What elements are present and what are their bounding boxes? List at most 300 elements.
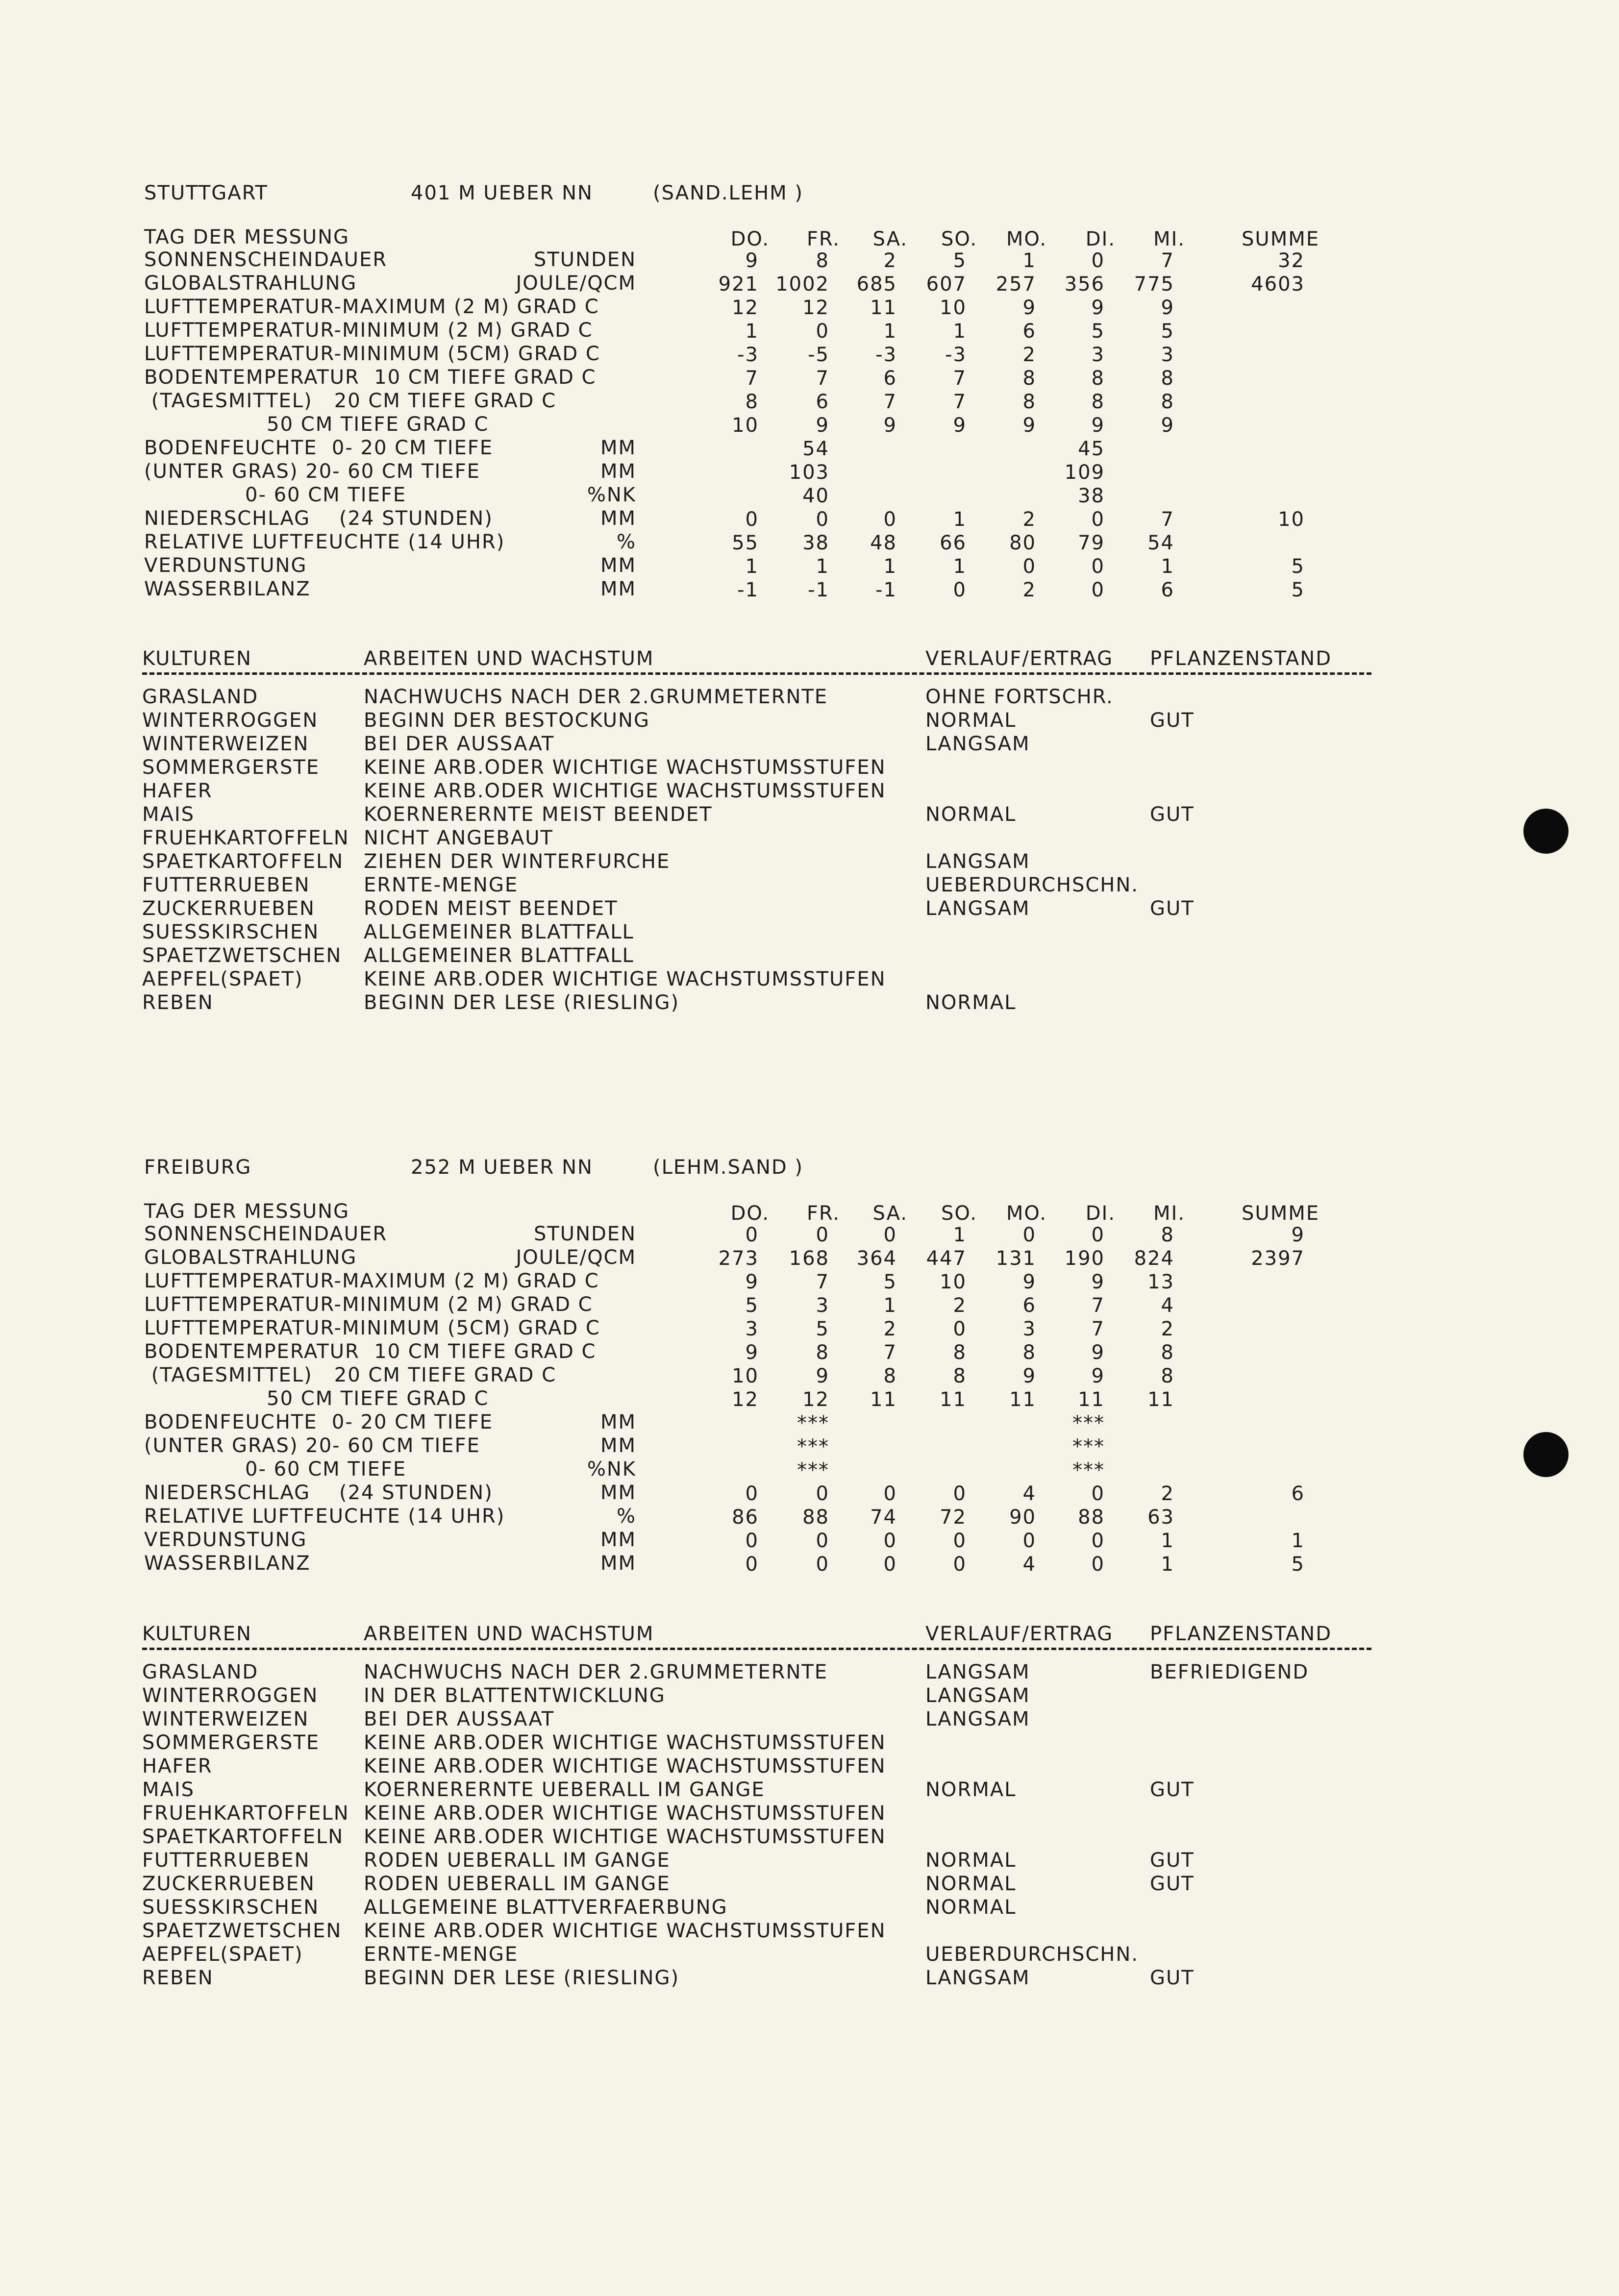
row-label: LUFTTEMPERATUR-MINIMUM (5CM) GRAD C	[144, 1317, 600, 1339]
day-header-6: MI.	[1153, 228, 1185, 250]
day-header-5: DI.	[1085, 228, 1116, 250]
row-label: (UNTER GRAS) 20- 60 CM TIEFE	[144, 460, 480, 483]
crop-name: HAFER	[142, 780, 213, 802]
row-unit: STUNDEN	[533, 248, 636, 271]
crop-activity: BEGINN DER LESE (RIESLING)	[364, 991, 680, 1014]
crop-progress: OHNE FORTSCHR.	[925, 686, 1114, 708]
crop-name: GRASLAND	[142, 1661, 259, 1683]
crop-name: AEPFEL(SPAET)	[142, 968, 303, 990]
row-value: 3	[816, 1294, 829, 1317]
row-value: 72	[940, 1506, 967, 1529]
crop-name: SOMMERGERSTE	[142, 756, 320, 779]
row-sum: 5	[1291, 1553, 1305, 1576]
crop-progress: LANGSAM	[925, 850, 1030, 873]
crop-activity: IN DER BLATTENTWICKLUNG	[364, 1684, 666, 1707]
row-value: 1	[883, 320, 897, 343]
row-value: 79	[1078, 532, 1105, 554]
row-value: 2	[883, 249, 897, 272]
row-value: 11	[870, 1388, 897, 1411]
crop-activity: KOERNERERNTE UEBERALL IM GANGE	[364, 1778, 765, 1801]
crop-name: MAIS	[142, 1778, 195, 1801]
crop-status: BEFRIEDIGEND	[1150, 1661, 1309, 1683]
row-label: 50 CM TIEFE GRAD C	[144, 413, 489, 436]
row-value: 55	[732, 532, 759, 554]
day-header-label: TAG DER MESSUNG	[144, 226, 350, 248]
row-value: 190	[1064, 1247, 1105, 1270]
row-value: 7	[745, 367, 759, 390]
crop-name: SPAETKARTOFFELN	[142, 1826, 344, 1848]
row-value: 12	[802, 1388, 829, 1411]
row-value: 0	[953, 1530, 967, 1552]
row-value: 9	[1091, 1365, 1105, 1387]
row-value: 0	[745, 1482, 759, 1505]
row-value: 5	[883, 1271, 897, 1293]
row-value: 0	[953, 1318, 967, 1340]
row-value: 0	[816, 1224, 829, 1246]
row-value: 5	[953, 249, 967, 272]
row-value: 90	[1009, 1506, 1036, 1529]
crop-name: AEPFEL(SPAET)	[142, 1943, 303, 1966]
row-value: 447	[926, 1247, 967, 1270]
row-value: 8	[745, 391, 759, 413]
row-unit: STUNDEN	[533, 1223, 636, 1245]
row-value: 5	[816, 1318, 829, 1340]
row-value: 5	[1161, 320, 1174, 343]
crop-name: SOMMERGERSTE	[142, 1731, 320, 1754]
row-value: 9	[745, 249, 759, 272]
crops-divider	[142, 1648, 1371, 1650]
crop-name: FRUEHKARTOFFELN	[142, 827, 349, 849]
sum-header: SUMME	[1242, 1202, 1320, 1225]
row-label: SONNENSCHEINDAUER	[144, 248, 388, 271]
row-label: GLOBALSTRAHLUNG	[144, 1246, 357, 1269]
row-label: NIEDERSCHLAG (24 STUNDEN)	[144, 507, 493, 530]
row-value: 0	[816, 1530, 829, 1552]
crop-status: GUT	[1150, 1873, 1195, 1895]
crop-activity: ERNTE-MENGE	[364, 1943, 519, 1966]
row-value: 8	[1091, 367, 1105, 390]
crop-activity: RODEN UEBERALL IM GANGE	[364, 1849, 671, 1872]
row-label: RELATIVE LUFTFEUCHTE (14 UHR)	[144, 1505, 505, 1528]
row-value: 0	[883, 1482, 897, 1505]
row-value: 168	[789, 1247, 829, 1270]
row-value: 9	[745, 1341, 759, 1364]
row-value: 0	[745, 1553, 759, 1576]
row-value: 1	[953, 555, 967, 578]
row-value: 9	[1091, 1271, 1105, 1293]
row-value: 9	[883, 414, 897, 437]
row-value: 0	[1091, 555, 1105, 578]
crop-name: SUESSKIRSCHEN	[142, 921, 320, 943]
row-value: 7	[883, 1341, 897, 1364]
row-value: -1	[808, 579, 829, 601]
row-value: 40	[802, 485, 829, 507]
crop-progress: UEBERDURCHSCHN.	[925, 1943, 1139, 1966]
row-value: 8	[816, 249, 829, 272]
row-value: -1	[875, 579, 897, 601]
row-value: 8	[1091, 391, 1105, 413]
crop-activity: BEGINN DER BESTOCKUNG	[364, 709, 650, 732]
crop-activity: KEINE ARB.ODER WICHTIGE WACHSTUMSSTUFEN	[364, 1755, 886, 1778]
crop-progress: LANGSAM	[925, 1661, 1030, 1683]
row-value: 6	[1022, 1294, 1036, 1317]
crop-name: WINTERWEIZEN	[142, 733, 309, 755]
crop-activity: KEINE ARB.ODER WICHTIGE WACHSTUMSSTUFEN	[364, 1802, 886, 1825]
crop-progress: LANGSAM	[925, 733, 1030, 755]
crop-activity: NICHT ANGEBAUT	[364, 827, 553, 849]
crop-name: FUTTERRUEBEN	[142, 1849, 310, 1872]
crop-progress: NORMAL	[925, 803, 1017, 826]
row-value: -5	[808, 344, 829, 366]
row-value: 1	[745, 555, 759, 578]
row-value: 1	[1161, 1553, 1174, 1576]
row-unit: %	[616, 1505, 636, 1528]
row-sum: 1	[1291, 1530, 1305, 1552]
crop-status: GUT	[1150, 709, 1195, 732]
row-value: 12	[732, 1388, 759, 1411]
row-sum: 2397	[1251, 1247, 1305, 1270]
row-unit: JOULE/QCM	[516, 272, 636, 295]
row-value: 7	[816, 1271, 829, 1293]
row-unit: %	[616, 531, 636, 553]
station-altitude: 401 M UEBER NN	[411, 182, 593, 204]
row-value: 11	[1078, 1388, 1105, 1411]
row-value: 6	[1022, 320, 1036, 343]
row-value: 1	[816, 555, 829, 578]
row-value: 8	[1022, 1341, 1036, 1364]
row-value: ***	[797, 1459, 829, 1481]
row-value: 0	[745, 1224, 759, 1246]
row-label: LUFTTEMPERATUR-MINIMUM (2 M) GRAD C	[144, 319, 593, 342]
row-value: 257	[996, 273, 1036, 296]
row-value: ***	[797, 1435, 829, 1458]
row-value: 10	[732, 1365, 759, 1387]
row-sum: 5	[1291, 579, 1305, 601]
row-value: 4	[1161, 1294, 1174, 1317]
row-value: 0	[883, 1553, 897, 1576]
row-value: 0	[1091, 579, 1105, 601]
row-value: 1	[745, 320, 759, 343]
crop-activity: BEI DER AUSSAAT	[364, 1708, 555, 1730]
row-value: 0	[883, 1224, 897, 1246]
row-value: 12	[802, 296, 829, 319]
row-value: -3	[945, 344, 967, 366]
row-label: (TAGESMITTEL) 20 CM TIEFE GRAD C	[144, 390, 556, 412]
day-header-3: SO.	[941, 1202, 977, 1225]
row-value: 109	[1064, 461, 1105, 484]
day-header-1: FR.	[806, 228, 840, 250]
crops-header-arbeiten: ARBEITEN UND WACHSTUM	[364, 1623, 654, 1645]
row-value: 1	[953, 508, 967, 531]
row-value: 7	[953, 391, 967, 413]
day-header-5: DI.	[1085, 1202, 1116, 1225]
day-header-label: TAG DER MESSUNG	[144, 1200, 350, 1223]
crop-progress: NORMAL	[925, 709, 1017, 732]
crop-progress: LANGSAM	[925, 1708, 1030, 1730]
crop-progress: NORMAL	[925, 1849, 1017, 1872]
row-value: 9	[1161, 296, 1174, 319]
row-value: 824	[1134, 1247, 1174, 1270]
row-label: VERDUNSTUNG	[144, 1529, 307, 1551]
row-value: -3	[737, 344, 759, 366]
crop-name: FRUEHKARTOFFELN	[142, 1802, 349, 1825]
crop-name: WINTERROGGEN	[142, 709, 319, 732]
crop-progress: NORMAL	[925, 1778, 1017, 1801]
row-unit: MM	[600, 507, 636, 530]
day-header-1: FR.	[806, 1202, 840, 1225]
row-value: 7	[1161, 249, 1174, 272]
crop-name: MAIS	[142, 803, 195, 826]
row-sum: 9	[1291, 1224, 1305, 1246]
station-soil: (LEHM.SAND )	[653, 1156, 804, 1179]
row-value: 54	[1147, 532, 1174, 554]
row-value: 10	[940, 1271, 967, 1293]
day-header-2: SA.	[872, 228, 908, 250]
crops-divider	[142, 672, 1371, 675]
row-value: 7	[1161, 508, 1174, 531]
day-header-0: DO.	[730, 228, 770, 250]
row-label: BODENTEMPERATUR 10 CM TIEFE GRAD C	[144, 366, 597, 389]
row-value: 8	[953, 1365, 967, 1387]
crops-header-kulturen: KULTUREN	[142, 647, 252, 670]
row-value: 9	[953, 414, 967, 437]
row-value: 6	[1161, 579, 1174, 601]
row-value: 8	[816, 1341, 829, 1364]
row-label: LUFTTEMPERATUR-MAXIMUM (2 M) GRAD C	[144, 296, 599, 318]
row-value: 356	[1064, 273, 1105, 296]
row-value: 7	[883, 391, 897, 413]
crop-activity: ZIEHEN DER WINTERFURCHE	[364, 850, 671, 873]
row-unit: MM	[600, 554, 636, 577]
row-label: (TAGESMITTEL) 20 CM TIEFE GRAD C	[144, 1364, 556, 1386]
row-value: 1	[883, 1294, 897, 1317]
row-unit: MM	[600, 1481, 636, 1504]
crop-name: SUESSKIRSCHEN	[142, 1896, 320, 1919]
crop-name: REBEN	[142, 1967, 214, 1989]
row-value: 6	[883, 367, 897, 390]
row-value: ***	[1072, 1435, 1105, 1458]
row-value: 0	[883, 508, 897, 531]
crop-progress: LANGSAM	[925, 897, 1030, 920]
day-header-4: MO.	[1006, 228, 1047, 250]
row-value: 8	[1161, 1365, 1174, 1387]
row-label: 50 CM TIEFE GRAD C	[144, 1387, 489, 1410]
station-name: FREIBURG	[144, 1156, 252, 1179]
row-unit: MM	[600, 1411, 636, 1433]
row-value: 0	[883, 1530, 897, 1552]
row-value: 12	[732, 296, 759, 319]
crop-name: ZUCKERRUEBEN	[142, 897, 315, 920]
row-value: 0	[1091, 1530, 1105, 1552]
sum-header: SUMME	[1242, 228, 1320, 250]
row-value: 2	[883, 1318, 897, 1340]
row-value: 11	[1147, 1388, 1174, 1411]
row-value: 10	[732, 414, 759, 437]
row-sum: 5	[1291, 555, 1305, 578]
row-value: 0	[816, 508, 829, 531]
row-label: BODENTEMPERATUR 10 CM TIEFE GRAD C	[144, 1340, 597, 1363]
crop-activity: KEINE ARB.ODER WICHTIGE WACHSTUMSSTUFEN	[364, 968, 886, 990]
row-value: 88	[802, 1506, 829, 1529]
row-unit: %NK	[587, 1458, 636, 1481]
row-value: 7	[816, 367, 829, 390]
crop-status: GUT	[1150, 897, 1195, 920]
row-value: 8	[1161, 391, 1174, 413]
day-header-2: SA.	[872, 1202, 908, 1225]
row-value: 103	[789, 461, 829, 484]
row-value: 921	[718, 273, 759, 296]
crop-name: REBEN	[142, 991, 214, 1014]
crops-header-arbeiten: ARBEITEN UND WACHSTUM	[364, 647, 654, 670]
crop-status: GUT	[1150, 803, 1195, 826]
crops-header-verlauf: VERLAUF/ERTRAG	[925, 647, 1114, 670]
row-value: 7	[1091, 1318, 1105, 1340]
row-value: 11	[870, 296, 897, 319]
row-label: (UNTER GRAS) 20- 60 CM TIEFE	[144, 1434, 480, 1457]
station-altitude: 252 M UEBER NN	[411, 1156, 593, 1179]
row-value: 3	[1091, 344, 1105, 366]
row-value: 1002	[775, 273, 829, 296]
crop-activity: ERNTE-MENGE	[364, 874, 519, 896]
row-value: 0	[953, 1553, 967, 1576]
row-value: -1	[737, 579, 759, 601]
crop-progress: LANGSAM	[925, 1684, 1030, 1707]
row-value: 2	[953, 1294, 967, 1317]
row-value: 1	[883, 555, 897, 578]
row-label: BODENFEUCHTE 0- 20 CM TIEFE	[144, 437, 494, 459]
row-value: 10	[940, 296, 967, 319]
crop-status: GUT	[1150, 1778, 1195, 1801]
crop-name: SPAETZWETSCHEN	[142, 944, 342, 967]
crop-name: HAFER	[142, 1755, 213, 1778]
crop-activity: ALLGEMEINER BLATTFALL	[364, 921, 634, 943]
row-value: 8	[1161, 1224, 1174, 1246]
crops-header-kulturen: KULTUREN	[142, 1623, 252, 1645]
row-label: WASSERBILANZ	[144, 578, 311, 600]
row-value: 1	[1161, 1530, 1174, 1552]
punch-hole-top	[1523, 809, 1569, 854]
row-value: 9	[1022, 414, 1036, 437]
row-value: 4	[1022, 1553, 1036, 1576]
row-value: 2	[1022, 344, 1036, 366]
row-value: 775	[1134, 273, 1174, 296]
crop-activity: KEINE ARB.ODER WICHTIGE WACHSTUMSSTUFEN	[364, 756, 886, 779]
row-value: 0	[1022, 1224, 1036, 1246]
row-value: 0	[745, 508, 759, 531]
row-value: 8	[1022, 367, 1036, 390]
crop-activity: KEINE ARB.ODER WICHTIGE WACHSTUMSSTUFEN	[364, 780, 886, 802]
row-value: 38	[802, 532, 829, 554]
crop-activity: KEINE ARB.ODER WICHTIGE WACHSTUMSSTUFEN	[364, 1826, 886, 1848]
crop-progress: UEBERDURCHSCHN.	[925, 874, 1139, 896]
row-value: 88	[1078, 1506, 1105, 1529]
row-value: 3	[1022, 1318, 1036, 1340]
row-value: 45	[1078, 438, 1105, 460]
row-value: 1	[1161, 555, 1174, 578]
row-value: 8	[1022, 391, 1036, 413]
row-value: 9	[1091, 414, 1105, 437]
crop-activity: BEI DER AUSSAAT	[364, 733, 555, 755]
row-label: 0- 60 CM TIEFE	[144, 1458, 407, 1481]
row-value: 0	[953, 579, 967, 601]
row-value: 8	[883, 1365, 897, 1387]
row-value: 9	[1022, 1271, 1036, 1293]
row-label: RELATIVE LUFTFEUCHTE (14 UHR)	[144, 531, 505, 553]
row-value: 2	[1161, 1482, 1174, 1505]
row-label: LUFTTEMPERATUR-MAXIMUM (2 M) GRAD C	[144, 1270, 599, 1292]
row-value: 2	[1161, 1318, 1174, 1340]
row-unit: MM	[600, 1434, 636, 1457]
row-value: 0	[1022, 1530, 1036, 1552]
row-value: 80	[1009, 532, 1036, 554]
row-value: 74	[870, 1506, 897, 1529]
day-header-4: MO.	[1006, 1202, 1047, 1225]
row-value: 1	[953, 1224, 967, 1246]
crop-status: GUT	[1150, 1967, 1195, 1989]
row-value: 5	[1091, 320, 1105, 343]
row-label: BODENFEUCHTE 0- 20 CM TIEFE	[144, 1411, 494, 1433]
crop-name: FUTTERRUEBEN	[142, 874, 310, 896]
crop-name: SPAETKARTOFFELN	[142, 850, 344, 873]
crop-status: GUT	[1150, 1849, 1195, 1872]
day-header-3: SO.	[941, 228, 977, 250]
row-unit: MM	[600, 578, 636, 600]
row-value: 8	[1161, 1341, 1174, 1364]
row-value: 0	[816, 320, 829, 343]
row-value: 86	[732, 1506, 759, 1529]
row-value: 9	[1091, 296, 1105, 319]
day-header-0: DO.	[730, 1202, 770, 1225]
station-name: STUTTGART	[144, 182, 268, 204]
row-value: 5	[745, 1294, 759, 1317]
row-value: 9	[816, 414, 829, 437]
row-label: LUFTTEMPERATUR-MINIMUM (5CM) GRAD C	[144, 343, 600, 365]
row-value: 0	[745, 1530, 759, 1552]
row-value: 66	[940, 532, 967, 554]
row-value: 2	[1022, 579, 1036, 601]
row-value: 0	[1091, 1482, 1105, 1505]
row-label: LUFTTEMPERATUR-MINIMUM (2 M) GRAD C	[144, 1293, 593, 1316]
row-unit: %NK	[587, 484, 636, 506]
crop-name: SPAETZWETSCHEN	[142, 1920, 342, 1942]
row-value: 0	[1022, 555, 1036, 578]
row-value: 9	[1091, 1341, 1105, 1364]
crop-name: WINTERWEIZEN	[142, 1708, 309, 1730]
row-value: 364	[856, 1247, 897, 1270]
row-value: ***	[797, 1412, 829, 1434]
row-label: WASSERBILANZ	[144, 1552, 311, 1575]
row-label: VERDUNSTUNG	[144, 554, 307, 577]
row-value: 3	[1161, 344, 1174, 366]
row-value: 2	[1022, 508, 1036, 531]
row-value: 0	[816, 1553, 829, 1576]
row-value: 0	[1091, 1224, 1105, 1246]
row-sum: 4603	[1251, 273, 1305, 296]
crop-name: GRASLAND	[142, 686, 259, 708]
row-value: 0	[816, 1482, 829, 1505]
row-value: 7	[1091, 1294, 1105, 1317]
row-sum: 10	[1278, 508, 1305, 531]
crop-activity: RODEN UEBERALL IM GANGE	[364, 1873, 671, 1895]
row-sum: 6	[1291, 1482, 1305, 1505]
row-unit: MM	[600, 1529, 636, 1551]
crop-activity: BEGINN DER LESE (RIESLING)	[364, 1967, 680, 1989]
row-unit: JOULE/QCM	[516, 1246, 636, 1269]
row-value: 685	[856, 273, 897, 296]
row-value: 0	[1091, 1553, 1105, 1576]
row-unit: MM	[600, 1552, 636, 1575]
row-value: 9	[1022, 1365, 1036, 1387]
